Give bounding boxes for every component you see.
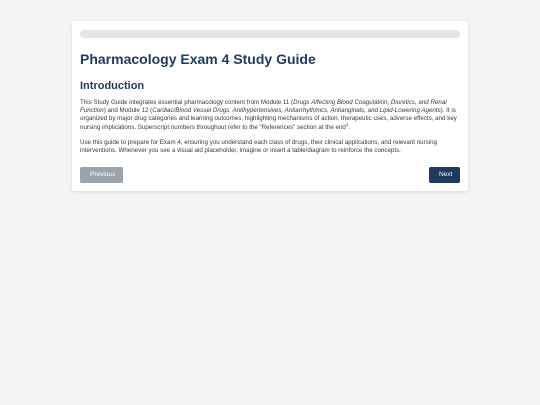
module-12-title: Cardiac/Blood Vessel Drugs: Antihypertensives, Antiarrhythmics, Antianginals, and Lipid-Lowering Agents: [152, 107, 441, 115]
reference-superscript: 1: [345, 121, 349, 127]
section-heading: Introduction: [80, 80, 145, 92]
study-guide-card: [72, 21, 468, 191]
intro-text-2: ) and Module 12 (: [103, 107, 153, 115]
module-11-title: Drugs Affecting Blood Coagulation, Diuretics, and Renal Function: [80, 99, 447, 115]
usage-paragraph: Use this guide to prepare for Exam 4, ensuring you understand each class of drugs, their clinical applications, and relevant nursing interventions. Whenever you see a visual aid placeholder, imagine or insert a table/diagram to reinforce the concepts.: [80, 138, 438, 155]
progress-bar: [80, 30, 460, 38]
intro-paragraph: [80, 99, 460, 132]
intro-text-1: This Study Guide integrates essential pharmacology content from Module 11 (: [80, 99, 294, 106]
page-title: Pharmacology Exam 4 Study Guide: [80, 51, 316, 67]
intro-text-4: .: [348, 123, 351, 131]
intro-text-3: ). It is organized by major drug categories and learning outcomes, highlighting mechanisms of action, therapeutic uses, adverse effects, and key nursing implications. Superscript numbers throughout refer to the “References” section at the end: [80, 107, 457, 131]
previous-button[interactable]: Previous: [80, 167, 123, 183]
navigation-buttons: [80, 167, 460, 183]
next-button[interactable]: Next: [429, 167, 460, 183]
